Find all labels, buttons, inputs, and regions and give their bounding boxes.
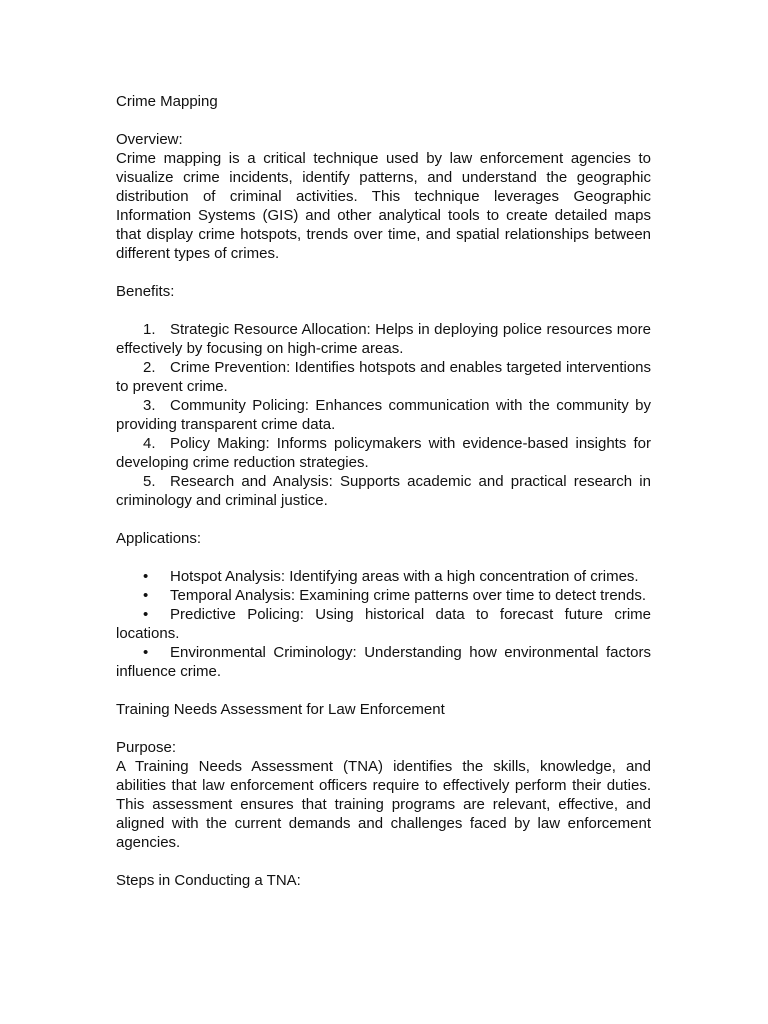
spacer <box>116 852 651 871</box>
list-item-text: Strategic Resource Allocation: Helps in deploying police resources more effectively by focusing on high-crime areas. <box>116 321 651 357</box>
list-item-text: Environmental Criminology: Understanding how environmental factors influence crime. <box>116 644 651 680</box>
list-item-text: Predictive Policing: Using historical data to forecast future crime locations. <box>116 606 651 642</box>
list-item-text: Temporal Analysis: Examining crime patterns over time to detect trends. <box>170 587 647 604</box>
spacer <box>116 111 651 130</box>
list-number: 5. <box>143 473 156 490</box>
document-page <box>116 92 651 890</box>
bullet-icon: • <box>143 606 149 623</box>
overview-heading: Overview: <box>116 131 183 148</box>
list-item <box>116 434 651 472</box>
bullet-icon: • <box>143 644 149 661</box>
list-item <box>116 586 651 605</box>
purpose-heading: Purpose: <box>116 739 177 756</box>
list-item <box>116 567 651 586</box>
list-item-text: Research and Analysis: Supports academic and practical research in criminology and criminal justice. <box>116 473 651 509</box>
list-item <box>116 643 651 681</box>
overview-paragraph: Crime mapping is a critical technique used by law enforcement agencies to visualize crime incidents, identify patterns, and understand the geographic distribution of criminal activities. This technique leverages Geographic Information Systems (GIS) and other analytical tools to create detailed maps that display crime hotspots, trends over time, and spatial relationships between different types of crimes. <box>116 150 651 262</box>
spacer <box>116 719 651 738</box>
document-title: Crime Mapping <box>116 93 218 110</box>
list-item-text: Hotspot Analysis: Identifying areas with a high concentration of crimes. <box>170 568 639 585</box>
list-item <box>116 472 651 510</box>
applications-heading: Applications: <box>116 530 202 547</box>
benefits-heading: Benefits: <box>116 283 175 300</box>
list-item-text: Policy Making: Informs policymakers with evidence-based insights for developing crime reduction strategies. <box>116 435 651 471</box>
list-number: 2. <box>143 359 156 376</box>
spacer <box>116 510 651 529</box>
spacer <box>116 548 651 567</box>
benefits-list <box>116 320 651 510</box>
bullet-icon: • <box>143 568 149 585</box>
list-item <box>116 358 651 396</box>
list-item <box>116 605 651 643</box>
list-number: 1. <box>143 321 156 338</box>
spacer <box>116 681 651 700</box>
list-item <box>116 320 651 358</box>
list-item-text: Crime Prevention: Identifies hotspots and enables targeted interventions to prevent crime. <box>116 359 651 395</box>
list-item-text: Community Policing: Enhances communication with the community by providing transparent crime data. <box>116 397 651 433</box>
list-item <box>116 396 651 434</box>
list-number: 4. <box>143 435 156 452</box>
spacer <box>116 301 651 320</box>
section-title: Training Needs Assessment for Law Enforcement <box>116 701 445 718</box>
bullet-icon: • <box>143 587 149 604</box>
spacer <box>116 263 651 282</box>
list-number: 3. <box>143 397 156 414</box>
applications-list <box>116 567 651 681</box>
purpose-paragraph: A Training Needs Assessment (TNA) identifies the skills, knowledge, and abilities that law enforcement officers require to effectively perform their duties. This assessment ensures that training programs are relevant, effective, and aligned with the current demands and challenges faced by law enforcement agencies. <box>116 758 651 851</box>
steps-heading: Steps in Conducting a TNA: <box>116 872 301 889</box>
